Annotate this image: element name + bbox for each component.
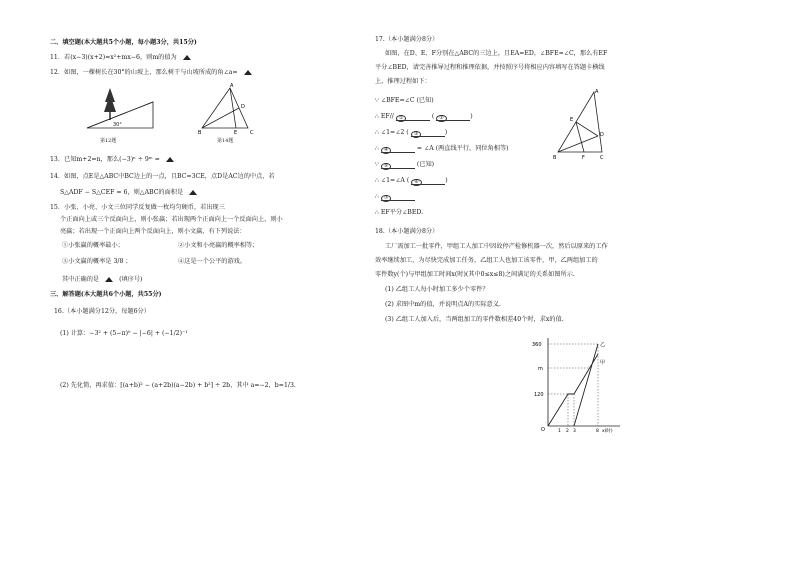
question-15-line-1: 15．小张、小亮、小文三位同学反复做一枚均匀硬币，若出现三 — [50, 204, 225, 211]
blank-4 — [381, 146, 415, 153]
y-tick-m: m — [538, 366, 543, 372]
step-5-text: ∵ — [375, 161, 379, 168]
y-tick-120: 120 — [534, 392, 544, 398]
fig17-label-a: A — [595, 89, 599, 95]
question-16-part-1: (1) 计算：−3² + (5−π)⁰ − |−6| + (−1/2)⁻¹ — [60, 330, 188, 337]
figure-17 — [552, 88, 612, 160]
option-4: ④这是一个公平的游戏。 — [178, 258, 247, 265]
step-2: ∴ EF// ① ( ② ) — [375, 113, 473, 121]
blank-number: ⑦ — [381, 195, 391, 202]
question-18-part-2: (2) 求图中m的值，并说明点A的实际意义. — [385, 301, 501, 308]
blank-3 — [411, 130, 445, 137]
blank-6 — [411, 178, 445, 185]
fig17-label-b: B — [553, 155, 557, 160]
question-15-fill-note: (填序号) — [119, 276, 143, 283]
step-4-text: ∠A (两直线平行，同位角相等) — [424, 145, 509, 152]
question-18-line-2: 效率继续加工，为尽快完成加工任务，乙组工人也加工该零件，甲，乙两组加工的 — [375, 257, 598, 264]
figure-12-caption: 第12题 — [100, 138, 117, 144]
question-11-text: 11．若(x−3)(x+2)=x²+mx−6，则m的值为 — [50, 54, 177, 61]
x-tick-3: 3 — [573, 429, 576, 434]
blank-7 — [381, 194, 415, 201]
fig17-label-c: C — [600, 155, 604, 160]
step-4: ∴ ④ = ∠A (两直线平行，同位角相等) — [375, 145, 509, 153]
question-14-line-1: 14．如图，点E是△ABC中BC边上的一点，且BC=3CE，点D是AC边的中点，若 — [50, 173, 275, 180]
question-18-heading: 18.（本小题满分8分） — [375, 228, 439, 235]
fig17-label-f: F — [582, 155, 585, 160]
question-18-line-1: 工厂需加工一批零件，甲组工人加工中因故停产检修机器一次，然后以原来的工作 — [385, 243, 608, 250]
question-11 — [50, 54, 195, 62]
blank-5 — [381, 162, 415, 169]
question-16-heading: 16.（本小题满分12分，每题6分） — [54, 308, 150, 315]
question-15-line-3: 亮赢；若出现一个正面向上两个反面向上，则小文赢，有下列说法： — [60, 228, 246, 235]
question-18-line-3: 零件数y(个)与甲组加工时间x(时)(其中0≤x≤8)之间满足的关系如图所示. — [375, 271, 575, 278]
origin-label: O — [541, 427, 545, 433]
step-6-text: ∴ ∠1=∠A ( — [375, 177, 410, 184]
fig17-label-d: D — [600, 132, 604, 138]
figure-18-graph — [528, 334, 624, 434]
figure-14 — [198, 82, 258, 134]
question-12 — [50, 69, 256, 77]
fig14-label-c: C — [250, 130, 254, 134]
question-13 — [50, 156, 178, 164]
blank-number: ⑤ — [381, 163, 391, 170]
question-18-part-3: (3) 乙组工人加入后，当两组加工的零件数相差40个时，求x的值. — [385, 316, 564, 323]
step-7-text: ∴ — [375, 193, 379, 200]
section-2-heading: 二、填空题(本大题共5个小题，每小题3分，共15分) — [50, 39, 197, 46]
x-tick-2: 2 — [566, 429, 569, 434]
question-17-heading: 17.（本小题满分8分） — [375, 36, 439, 43]
answer-mark — [183, 55, 191, 60]
answer-mark — [244, 70, 252, 75]
answer-mark — [189, 190, 197, 195]
step-5-reason: (已知) — [416, 161, 435, 168]
step-7 — [375, 193, 415, 201]
step-8: ∴ EF平分∠BED. — [375, 209, 424, 216]
blank-2 — [436, 114, 470, 121]
slope-angle-label: 30° — [113, 122, 122, 128]
question-14-text: S△ADF − S△CEF = 6，则△ABC的面积是 — [60, 189, 184, 196]
step-2-text: ∴ EF// — [375, 113, 394, 120]
step-1: ∵ ∠BFE=∠C (已知) — [375, 97, 434, 104]
series-label-yi: 乙 — [600, 342, 606, 348]
blank-number: ② — [436, 115, 446, 122]
fig17-label-e: E — [570, 117, 574, 123]
question-15-answer-text: 其中正确的是 — [62, 276, 100, 283]
step-2-paren: ( — [431, 113, 435, 120]
figure-14-caption: 第14题 — [217, 138, 234, 144]
series-label-jia: 甲 — [600, 360, 606, 366]
fig14-label-d: D — [241, 104, 245, 110]
blank-number: ③ — [411, 131, 421, 138]
step-5 — [375, 161, 434, 169]
fig14-label-e: E — [234, 130, 238, 134]
y-tick-360: 360 — [532, 342, 542, 348]
x-tick-1: 1 — [558, 429, 561, 434]
question-17-line-3: 上，推理过程如下： — [375, 78, 431, 85]
question-17-line-2: 平分∠BED，请完善推导过程和推理依据，并按照序号将相应内容填写在答题卡横线 — [375, 64, 605, 71]
fig14-label-b: B — [198, 130, 202, 134]
figure-12 — [85, 84, 155, 134]
question-14-line-2 — [60, 189, 201, 197]
step-3-text: ∴ ∠1=∠2 ( — [375, 129, 409, 136]
question-16-part-2: (2) 先化简，再求值：[(a+b)² − (a+2b)(a−2b) + b²] ÷ 2b，其中 a=−2，b=1/3. — [60, 382, 296, 389]
blank-number: ⑥ — [411, 179, 421, 186]
option-1: ①小张赢的概率最小； — [62, 242, 124, 249]
step-3: ∴ ∠1=∠2 ( ③ ) — [375, 129, 448, 137]
question-13-text: 13．已知m+2=n，那么(−3)ⁿ ÷ 9ᵐ = — [50, 156, 160, 163]
blank-number: ① — [396, 115, 406, 122]
section-3-heading: 三、解答题(本大题共6个小题，共55分) — [50, 291, 162, 298]
answer-mark — [166, 157, 174, 162]
question-18-part-1: (1) 乙组工人每小时加工多少个零件？ — [385, 286, 489, 293]
x-axis-unit: x(时) — [602, 429, 613, 434]
step-6: ∴ ∠1=∠A ( ⑥ ) — [375, 177, 448, 185]
blank-number: ④ — [381, 147, 391, 154]
question-17-line-1: 如图，在D、E、F分别在△ABC的三边上，且EA=ED，∠BFE=∠C，那么有EF — [385, 50, 608, 57]
question-15-line-2: 个正面向上或三个反面向上，则小张赢；若出现两个正面向上一个反面向上，则小 — [60, 216, 283, 223]
option-3: ③小文赢的概率是 3/8 ； — [62, 258, 132, 265]
blank-1 — [396, 114, 430, 121]
answer-mark — [105, 277, 113, 282]
option-2: ②小文和小亮赢的概率相等； — [178, 242, 259, 249]
fig14-label-a: A — [230, 83, 234, 89]
x-tick-8: 8 — [596, 429, 599, 434]
question-12-text: 12．如图，一棵树长在30°的山坡上，那么树干与山坡所成的角∠a= — [50, 69, 238, 76]
question-15-answer — [62, 276, 142, 284]
